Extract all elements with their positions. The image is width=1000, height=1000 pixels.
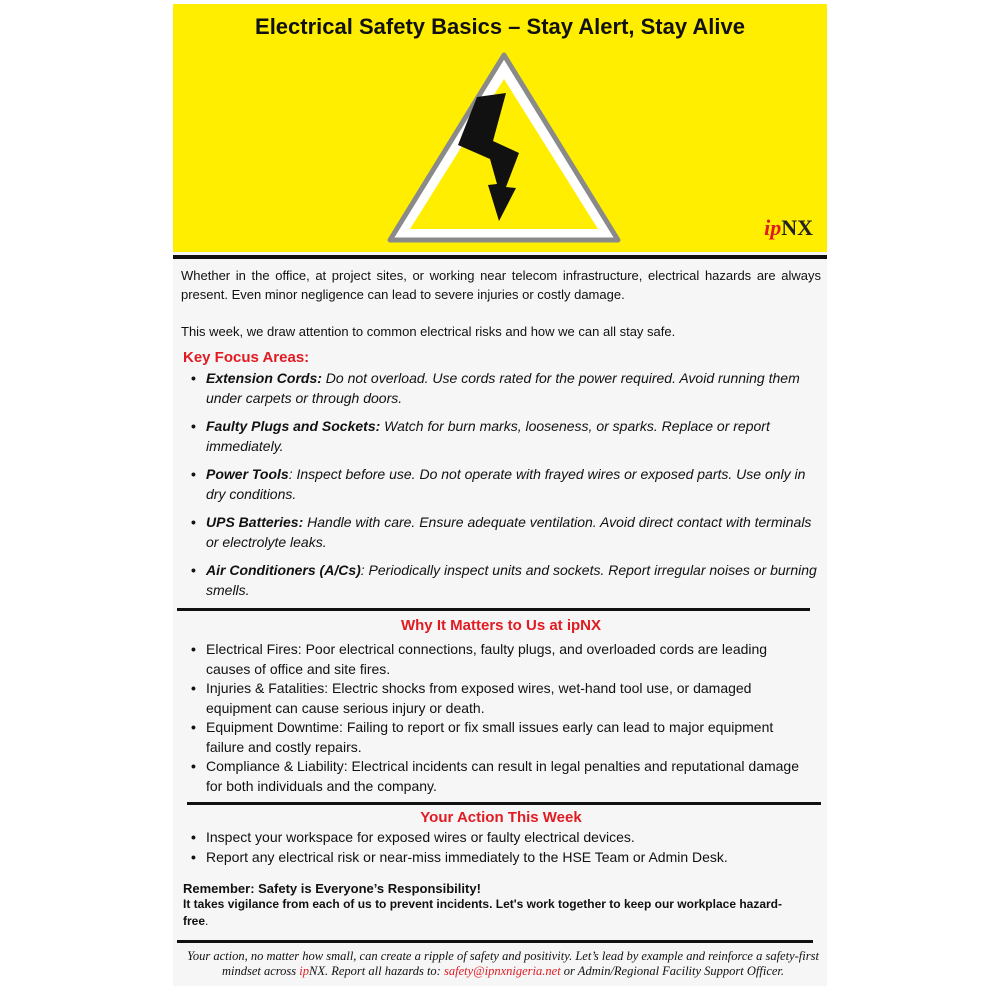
list-item: • Air Conditioners (A/Cs): Periodically inspect units and sockets. Report irregular noises or burning smells. — [181, 560, 821, 600]
divider — [177, 608, 810, 611]
high-voltage-warning-icon — [385, 49, 623, 245]
list-item: • Inspect your workspace for exposed wires or faulty electrical devices. — [181, 828, 811, 848]
list-item: • Extension Cords: Do not overload. Use cords rated for the power required. Avoid running them under carpets or through doors. — [181, 368, 821, 408]
poster-body — [181, 266, 821, 943]
list-item: • Report any electrical risk or near-miss immediately to the HSE Team or Admin Desk. — [181, 848, 811, 868]
divider — [187, 802, 821, 805]
action-heading: Your Action This Week — [420, 809, 582, 826]
remember-text: It takes vigilance from each of us to prevent incidents. Let's work together to keep our workplace hazard-free. — [183, 897, 782, 928]
divider — [173, 255, 827, 259]
list-item: • Faulty Plugs and Sockets: Watch for burn marks, looseness, or sparks. Replace or report immediately. — [181, 416, 821, 456]
safety-email: safety@ipnxnigeria.net — [443, 964, 561, 978]
key-focus-heading: Key Focus Areas: — [183, 349, 310, 366]
ipnx-logo: ipNX — [764, 215, 813, 240]
list-item: • Power Tools: Inspect before use. Do not operate with frayed wires or exposed parts. Use only in dry conditions. — [181, 464, 821, 504]
safety-poster — [173, 4, 827, 986]
poster-title: Electrical Safety Basics – Stay Alert, Stay Alive — [255, 14, 745, 39]
list-item: • Equipment Downtime: Failing to report or fix small issues early can lead to major equipment failure and costly repairs. — [181, 718, 811, 757]
key-focus-list — [181, 368, 821, 600]
footer-note: Your action, no matter how small, can create a ripple of safety and positivity. Let’s lead by example and reinforce a safety-first mindset across ipNX. Report all hazards to: safety@ipnxnigeria.net or Admin/Regional Facility Support Officer. — [187, 949, 819, 978]
divider — [177, 940, 813, 943]
list-item: • Electrical Fires: Poor electrical connections, faulty plugs, and overloaded cords are leading causes of office and site fires. — [181, 640, 811, 679]
remember-heading: Remember: Safety is Everyone’s Responsibility! — [183, 881, 481, 896]
action-list — [181, 828, 821, 867]
list-item: • Compliance & Liability: Electrical incidents can result in legal penalties and reputational damage for both individuals and the company. — [181, 757, 811, 796]
intro-paragraph: Whether in the office, at project sites, or working near telecom infrastructure, electrical hazards are always present. Even minor negligence can lead to severe injuries or costly damage. — [181, 268, 821, 302]
intro-paragraph-2: This week, we draw attention to common electrical risks and how we can all stay safe. — [181, 324, 676, 339]
list-item: • Injuries & Fatalities: Electric shocks from exposed wires, wet-hand tool use, or damaged equipment can cause serious injury or death. — [181, 679, 811, 718]
why-list — [181, 640, 821, 796]
why-heading: Why It Matters to Us at ipNX — [400, 617, 602, 634]
list-item: • UPS Batteries: Handle with care. Ensure adequate ventilation. Avoid direct contact with terminals or electrolyte leaks. — [181, 512, 821, 552]
banner — [173, 4, 827, 252]
